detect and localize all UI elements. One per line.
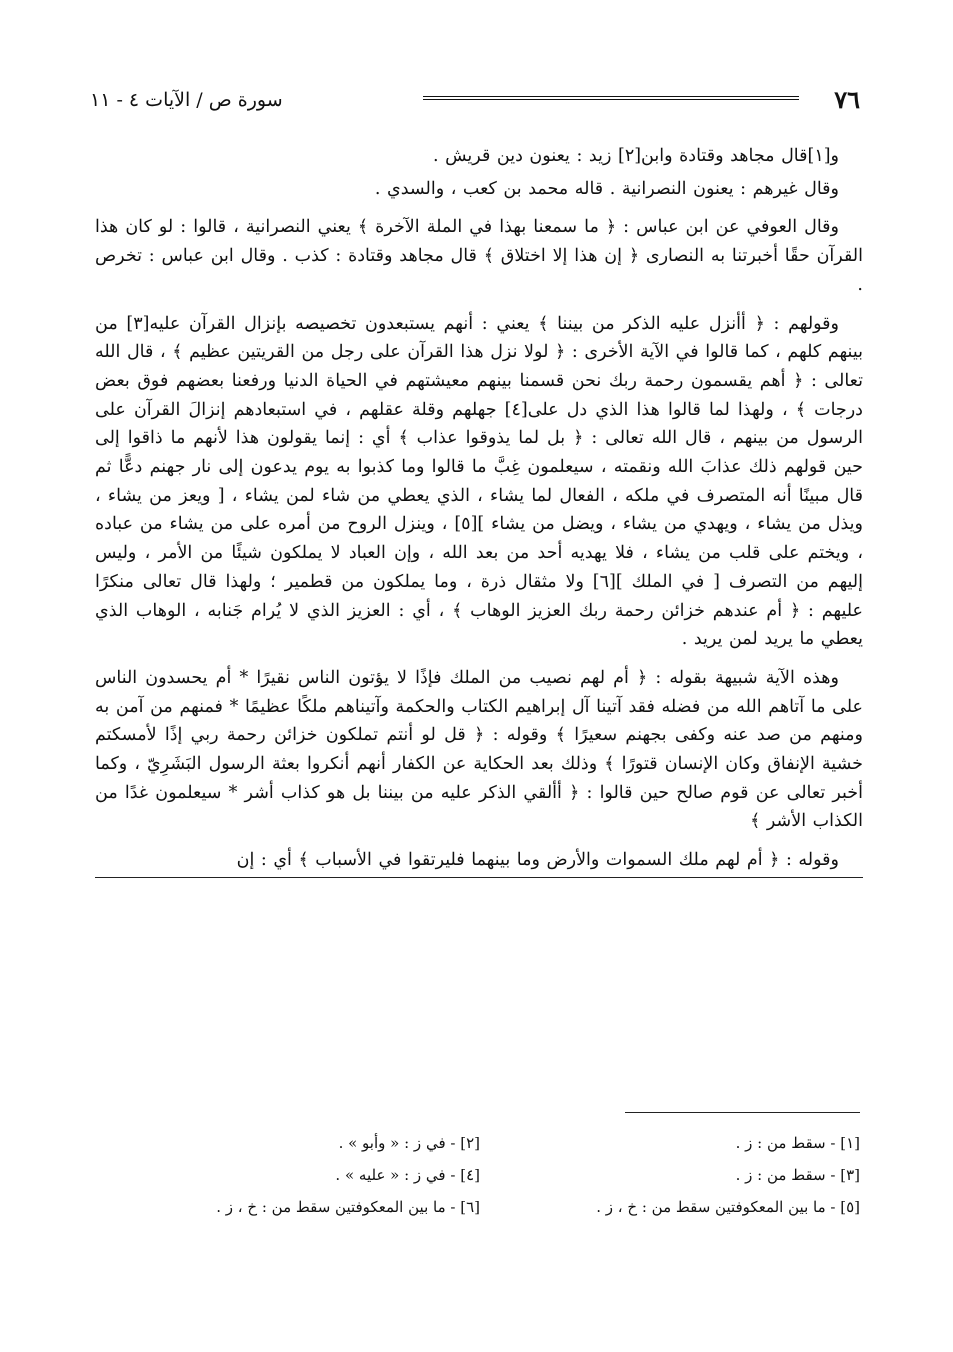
footnote-row: [100, 1159, 860, 1191]
footnote-1: [١] - سقط من : ز .: [735, 1134, 860, 1152]
footnote-3: [٣] - سقط من : ز .: [735, 1166, 860, 1184]
header-rule: [423, 96, 799, 100]
paragraph-6: وقوله : ﴿ أم لهم ملك السموات والأرض وما بينهما فليرتقوا في الأسباب ﴾ أي : إن: [95, 846, 863, 878]
paragraph-4: وقولهم : ﴿ أأنزل عليه الذكر من بيننا ﴾ يعني : أنهم يستبعدون تخصيصه بإنزال القرآن عليه[٣] من بينهم كلهم ، كما قالوا في الآية الأخرى : ﴿ لولا نزل هذا القرآن على رجل من القريتين عظيم ﴾ ، قال الله تعالى : ﴿ أهم يقسمون رحمة ربك نحن قسمنا بينهم معيشتهم في الحياة الدنيا ورفعنا بعضهم فوق بعض درجات ﴾ ، ولهذا لما قالوا هذا الذي دل على[٤] جهلهم وقلة عقلهم ، في استبعادهم إنزالَ القرآن على الرسول من بينهم ، قال الله تعالى : ﴿ بل لما يذوقوا عذاب ﴾ أي : إنما يقولون هذا لأنهم ما ذاقوا إلى حين قولهم ذلك عذابَ الله ونقمته ، سيعلمون غِبَّ ما قالوا وما كذبوا به يوم يدعون إلى نار جهنم دعًّا ثم قال مبينًا أنه المتصرف في ملكه ، الفعال لما يشاء ، الذي يعطي من شاء لمن يشاء ، [ ويعز من يشاء ، ويذل من يشاء ، ويهدي من يشاء ، ويضل من يشاء ][٥] ، وينزل الروح من أمره على من يشاء من عباده ، ويختم على قلب من يشاء ، فلا يهديه أحد من بعد الله ، وإن العباد لا يملكون شيئًا من الأمر ، وليس إليهم من التصرف [ في الملك ][٦] ولا مثقال ذرة ، وما يملكون من قطمير ؛ ولهذا قال تعالى منكرًا عليهم : ﴿ أم عندهم خزائن رحمة ربك العزيز الوهاب ﴾ ، أي : العزيز الذي لا يُرام جَنابه ، الوهاب الذي يعطي ما يريد لمن يريد .: [95, 313, 863, 650]
page-header: [90, 82, 860, 118]
footnote-2: [٢] - في ز : « وأبو » .: [338, 1134, 480, 1152]
footnote-rule: [625, 1112, 860, 1113]
footnotes: [100, 1127, 860, 1223]
footnote-5: [٥] - ما بين المعكوفتين سقط من : خ ، ز .: [596, 1198, 860, 1216]
footnote-6: [٦] - ما بين المعكوفتين سقط من : خ ، ز .: [216, 1198, 480, 1216]
footnote-row: [100, 1191, 860, 1223]
page-number: ٧٦: [834, 85, 860, 114]
footnote-4: [٤] - في ز : « عليه » .: [335, 1166, 480, 1184]
paragraph-5: وهذه الآية شبيهة بقوله : ﴿ أم لهم نصيب من الملك فإذًا لا يؤتون الناس نقيرًا * أم يحسدون الناس على ما آتاهم الله من فضله فقد آتينا آل إبراهيم الكتاب والحكمة وآتيناهم ملكًا عظيمًا * فمنهم من آمن به ومنهم من صد عنه وكفى بجهنم سعيرًا ﴾ وقوله : ﴿ قل لو أنتم تملكون خزائن رحمة ربي إذًا لأمسكتم خشية الإنفاق وكان الإنسان قتورًا ﴾ وذلك بعد الحكاية عن الكفار أنهم أنكروا بعثة الرسول البَشَرِيّ ، وكما أخبر تعالى عن قوم صالح حين قالوا : ﴿ أألقي الذكر عليه من بيننا بل هو كذاب أشر * سيعلمون غدًا من الكذاب الأشر ﴾: [95, 667, 863, 832]
running-title: سورة ص / الآيات ٤ - ١١: [90, 89, 283, 111]
paragraph-2: وقال غيرهم : يعنون النصرانية . قاله محمد بن كعب ، والسدي .: [374, 178, 839, 199]
footnote-row: [100, 1127, 860, 1159]
paragraph-3: وقال العوفي عن ابن عباس : ﴿ ما سمعنا بهذا في الملة الآخرة ﴾ يعني النصرانية ، قالوا : لو كان هذا القرآن حقًا أخبرتنا به النصارى ﴿ إن هذا إلا اختلاق ﴾ قال مجاهد وقتادة : كذب . وقال ابن عباس : تخرص .: [95, 217, 863, 295]
paragraph-1: و[١]قال مجاهد وقتادة وابن[٢] زيد : يعنون دين قريش .: [432, 146, 839, 166]
main-text: [95, 142, 863, 878]
